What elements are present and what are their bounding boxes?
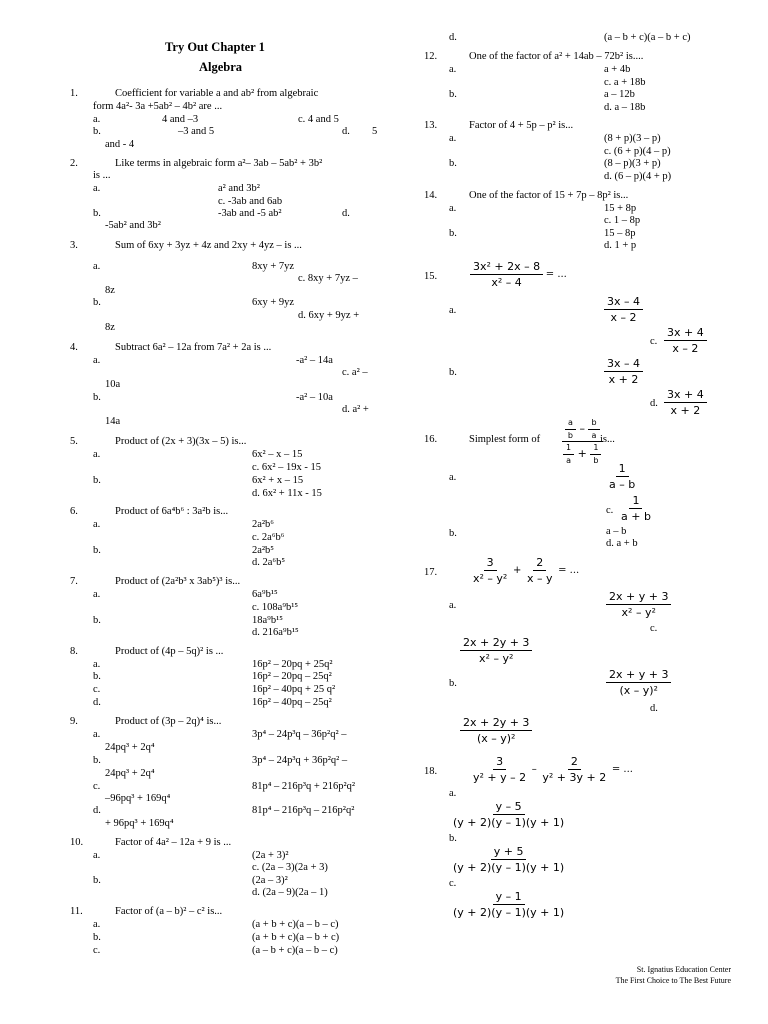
q16-complex-fraction: $\frac{a}{b}$ – $\frac{b}{a}$ $\frac{1}{a}$ + $\frac{1}{b}$ (560, 418, 604, 465)
q18-option-c: $\frac{y - 1}{(y + 2)(y - 1)(y + 1)}$ (453, 890, 565, 920)
page-subtitle: Algebra (199, 60, 243, 74)
q15-option-c: $\frac{3x + 4}{x - 2}$ (664, 326, 707, 355)
q15-option-d: $\frac{3x + 4}{x + 2}$ (664, 388, 707, 417)
q16-option-a: $\frac{1}{a - b}$ (609, 462, 636, 492)
q17-option-a: $\frac{2x + y + 3}{\text{x² – y²}}$ (606, 590, 671, 619)
q15-option-a: $\frac{3x - 4}{x - 2}$ (604, 295, 643, 324)
q17-term-1: $\frac{3}{\text{x² – y²}}$ (473, 556, 508, 586)
q18-term-1: $\frac{3}{\text{y² + y – 2}}$ (473, 755, 527, 785)
q16-option-c: $\frac{1}{a + b}$ (621, 494, 651, 524)
q17-option-c: $\frac{2x + 2y + 3}{\text{x² – y²}}$ (460, 636, 532, 665)
q15-option-b: $\frac{3x - 4}{x + 2}$ (604, 357, 643, 386)
q15-expression: $\frac{\text{3x² + 2x – 8}}{\text{x² – 4}}$ (470, 260, 543, 289)
page-title: Try Out Chapter 1 (165, 40, 265, 54)
q17-option-d: $\frac{2x + 2y + 3}{\text{(x – y)²}}$ (460, 716, 532, 745)
q18-option-b: $\frac{y + 5}{(y + 2)(y - 1)(y + 1)}$ (453, 845, 565, 875)
footer-school-name: St. Ignatius Education Center (636, 965, 731, 974)
q17-term-2: $\frac{2}{x - y}$ (526, 556, 553, 586)
q17-option-b: $\frac{2x + y + 3}{\text{(x – y)²}}$ (606, 668, 671, 697)
q18-option-a: $\frac{y - 5}{(y + 2)(y - 1)(y + 1)}$ (453, 800, 565, 830)
footer-tagline: The First Choice to The Best Future (615, 976, 731, 985)
q18-term-2: $\frac{2}{\text{y² + 3y + 2}}$ (542, 755, 607, 785)
